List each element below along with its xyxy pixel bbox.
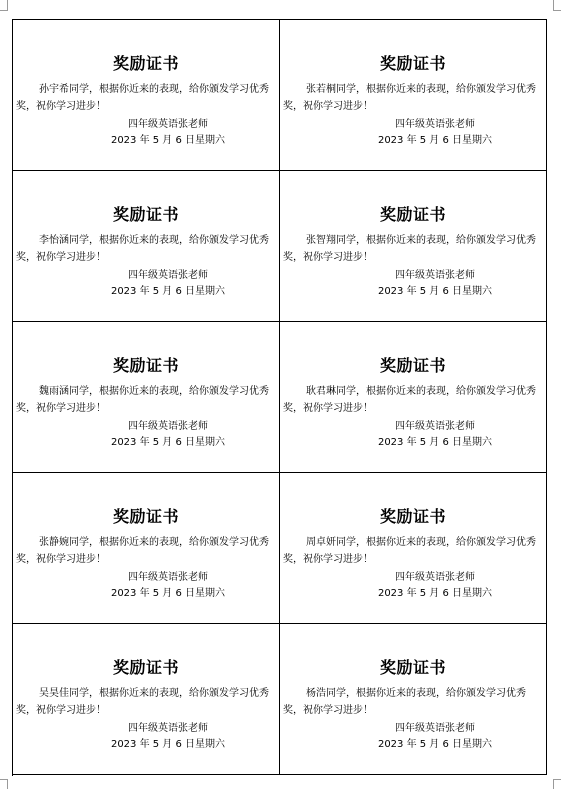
certificate-text: 吴昊佳同学，根据你近来的表现，给你颁发学习优秀奖，祝你学习进步！ (16, 688, 269, 716)
crop-mark (7, 0, 8, 10)
certificate-signature: 四年级英语张老师 (395, 572, 475, 583)
crop-mark (0, 779, 8, 780)
crop-mark (553, 779, 554, 789)
certificate-card (280, 20, 547, 171)
certificate-date: 2023 年 5 月 6 日星期六 (377, 286, 493, 297)
certificate-signature: 四年级英语张老师 (395, 119, 475, 130)
certificate-signature: 四年级英语张老师 (128, 572, 208, 583)
certificate-title: 奖励证书 (112, 507, 179, 526)
certificate-title: 奖励证书 (112, 54, 179, 73)
certificate-signature: 四年级英语张老师 (128, 119, 208, 130)
certificate-grid (12, 19, 547, 776)
certificate-text: 魏雨涵同学，根据你近来的表现，给你颁发学习优秀奖，祝你学习进步！ (16, 386, 269, 414)
certificate-signature: 四年级英语张老师 (395, 723, 475, 734)
certificate-date: 2023 年 5 月 6 日星期六 (377, 135, 493, 146)
certificate-signature: 四年级英语张老师 (395, 270, 475, 281)
certificate-card (280, 171, 547, 322)
certificate-text: 张静婉同学，根据你近来的表现，给你颁发学习优秀奖，祝你学习进步！ (16, 537, 269, 565)
certificate-card (13, 171, 280, 322)
certificate-card (280, 473, 547, 624)
certificate-text: 李怡涵同学，根据你近来的表现，给你颁发学习优秀奖，祝你学习进步！ (16, 235, 269, 263)
certificate-text: 周卓妍同学，根据你近来的表现，给你颁发学习优秀奖，祝你学习进步！ (283, 537, 536, 565)
certificate-title: 奖励证书 (379, 356, 446, 375)
certificate-signature: 四年级英语张老师 (128, 421, 208, 432)
certificate-card (13, 473, 280, 624)
certificate-date: 2023 年 5 月 6 日星期六 (110, 437, 226, 448)
certificate-date: 2023 年 5 月 6 日星期六 (110, 588, 226, 599)
certificate-date: 2023 年 5 月 6 日星期六 (377, 588, 493, 599)
certificate-card (280, 322, 547, 473)
certificate-date: 2023 年 5 月 6 日星期六 (110, 286, 226, 297)
certificate-card (13, 322, 280, 473)
certificate-date: 2023 年 5 月 6 日星期六 (377, 739, 493, 750)
certificate-text: 张智翔同学，根据你近来的表现，给你颁发学习优秀奖，祝你学习进步！ (283, 235, 536, 263)
certificate-title: 奖励证书 (379, 54, 446, 73)
certificate-title: 奖励证书 (112, 356, 179, 375)
certificate-signature: 四年级英语张老师 (128, 723, 208, 734)
certificate-card (280, 624, 547, 775)
certificate-card (13, 20, 280, 171)
certificate-card (13, 624, 280, 775)
crop-mark (0, 10, 8, 11)
crop-mark (553, 779, 561, 780)
certificate-signature: 四年级英语张老师 (395, 421, 475, 432)
certificate-title: 奖励证书 (112, 658, 179, 677)
certificate-text: 杨浩同学，根据你近来的表现，给你颁发学习优秀奖，祝你学习进步！ (283, 688, 526, 716)
certificate-signature: 四年级英语张老师 (128, 270, 208, 281)
crop-mark (553, 10, 561, 11)
certificate-date: 2023 年 5 月 6 日星期六 (110, 739, 226, 750)
certificate-text: 孙宇希同学，根据你近来的表现，给你颁发学习优秀奖，祝你学习进步！ (16, 84, 269, 112)
certificate-date: 2023 年 5 月 6 日星期六 (377, 437, 493, 448)
crop-mark (553, 0, 554, 10)
crop-mark (7, 779, 8, 789)
certificate-title: 奖励证书 (379, 658, 446, 677)
certificate-title: 奖励证书 (112, 205, 179, 224)
certificate-title: 奖励证书 (379, 507, 446, 526)
certificate-text: 张若桐同学，根据你近来的表现，给你颁发学习优秀奖，祝你学习进步！ (283, 84, 536, 112)
certificate-date: 2023 年 5 月 6 日星期六 (110, 135, 226, 146)
certificate-text: 耿君琳同学，根据你近来的表现，给你颁发学习优秀奖，祝你学习进步！ (283, 386, 536, 414)
certificate-title: 奖励证书 (379, 205, 446, 224)
